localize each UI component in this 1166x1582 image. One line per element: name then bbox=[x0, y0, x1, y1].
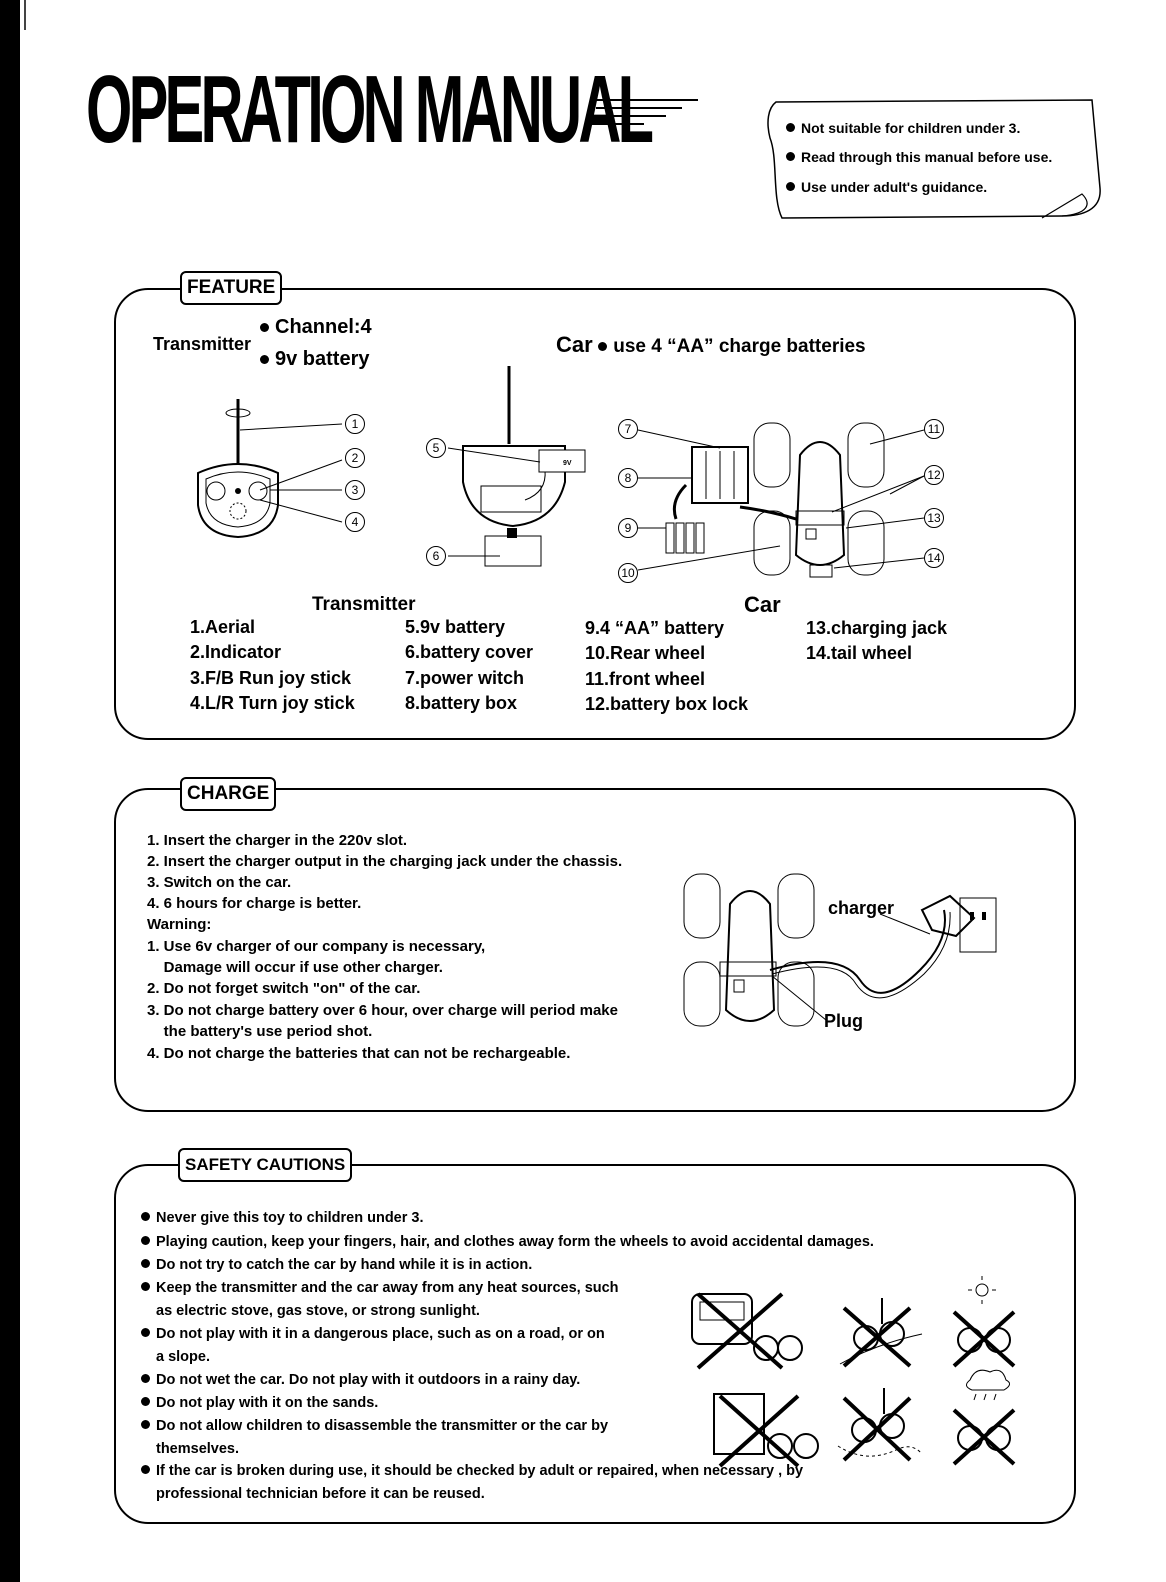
title-speed-lines-icon bbox=[592, 96, 702, 136]
notice-line-2: Read through this manual before use. bbox=[786, 149, 1052, 165]
charger-label: charger bbox=[828, 898, 895, 918]
legend-item-11: 11.front wheel bbox=[585, 669, 706, 689]
callout-1: 1 bbox=[345, 414, 365, 434]
callout-14: 14 bbox=[924, 548, 944, 568]
no-sunlight-icon bbox=[946, 1276, 1036, 1370]
safety-item-6: Do not wet the car. Do not play with it outdoors in a rainy day. bbox=[141, 1372, 580, 1388]
callout-6: 6 bbox=[426, 546, 446, 566]
callout-4: 4 bbox=[345, 512, 365, 532]
callout-10: 10 bbox=[618, 563, 638, 583]
no-sand-play-icon bbox=[836, 1384, 926, 1468]
callout-3: 3 bbox=[345, 480, 365, 500]
legend-heading-car: Car bbox=[744, 592, 781, 617]
legend-heading-transmitter: Transmitter bbox=[312, 594, 416, 615]
charge-warning-1: 1. Use 6v charger of our company is necessary, bbox=[147, 938, 486, 955]
charge-warning-2: 2. Do not forget switch "on" of the car. bbox=[147, 980, 421, 997]
charge-warning-heading: Warning: bbox=[147, 916, 212, 933]
safety-item-3: Do not try to catch the car by hand while it is in action. bbox=[141, 1257, 532, 1273]
legend-item-9: 9.4 “AA” battery bbox=[585, 618, 725, 638]
safety-item-4-cont: as electric stove, gas stove, or strong sunlight. bbox=[156, 1303, 480, 1319]
page-title: OPERATION MANUAL bbox=[86, 56, 651, 163]
charge-tag: CHARGE bbox=[180, 777, 276, 811]
safety-item-5: Do not play with it in a dangerous place, such as on a road, or on bbox=[141, 1326, 605, 1342]
charge-warning-3: 3. Do not charge battery over 6 hour, over charge will period make bbox=[147, 1002, 618, 1019]
legend-item-13: 13.charging jack bbox=[806, 618, 948, 638]
car-callout-lines bbox=[620, 420, 940, 580]
channel-spec: Channel:4 bbox=[260, 316, 372, 339]
charge-warning-4: 4. Do not charge the batteries that can not be rechargeable. bbox=[147, 1045, 571, 1062]
safety-item-8-cont: themselves. bbox=[156, 1441, 240, 1457]
safety-item-7: Do not play with it on the sands. bbox=[141, 1395, 378, 1411]
charge-warning-1b: Damage will occur if use other charger. bbox=[147, 959, 443, 976]
no-road-play-icon bbox=[686, 1284, 806, 1374]
callout-8: 8 bbox=[618, 468, 638, 488]
back-callout-lines bbox=[440, 440, 560, 580]
safety-item-9: If the car is broken during use, it should be checked by adult or repaired, when necessary , by bbox=[141, 1463, 803, 1479]
charge-line-3: 3. Switch on the car. bbox=[147, 874, 292, 891]
battery-9v-label: 9V bbox=[563, 460, 572, 467]
callout-2: 2 bbox=[345, 448, 365, 468]
no-heat-source-icon bbox=[706, 1386, 826, 1476]
battery-spec: 9v battery bbox=[260, 348, 370, 371]
safety-item-1: Never give this toy to children under 3. bbox=[141, 1210, 424, 1226]
safety-item-5-cont: a slope. bbox=[156, 1349, 210, 1365]
legend-item-10: 10.Rear wheel bbox=[585, 643, 706, 663]
safety-tag: SAFETY CAUTIONS bbox=[178, 1148, 352, 1182]
legend-item-1: 1.Aerial bbox=[190, 617, 256, 637]
legend-item-7: 7.power witch bbox=[405, 668, 525, 688]
safety-item-2: Playing caution, keep your fingers, hair, and clothes away form the wheels to avoid accidental damages. bbox=[141, 1234, 874, 1250]
safety-item-9-cont: professional technician before it can be reused. bbox=[156, 1486, 485, 1502]
callout-11: 11 bbox=[924, 419, 944, 439]
safety-item-4: Keep the transmitter and the car away from any heat sources, such bbox=[141, 1280, 619, 1296]
callout-13: 13 bbox=[924, 508, 944, 528]
callout-12: 12 bbox=[924, 465, 944, 485]
notice-line-1: Not suitable for children under 3. bbox=[786, 120, 1020, 136]
charge-line-4: 4. 6 hours for charge is better. bbox=[147, 895, 362, 912]
legend-item-4: 4.L/R Turn joy stick bbox=[190, 693, 355, 713]
callout-5: 5 bbox=[426, 438, 446, 458]
charge-line-1: 1. Insert the charger in the 220v slot. bbox=[147, 832, 408, 849]
plug-label: Plug bbox=[824, 1011, 863, 1031]
charge-line-2: 2. Insert the charger output in the charging jack under the chassis. bbox=[147, 853, 623, 870]
car-label: Car use 4 “AA” charge batteries bbox=[556, 332, 866, 357]
notice-line-3: Use under adult's guidance. bbox=[786, 179, 987, 195]
legend-item-8: 8.battery box bbox=[405, 693, 518, 713]
scan-edge-mark bbox=[24, 0, 26, 30]
charge-warning-3b: the battery's use period shot. bbox=[147, 1023, 373, 1040]
callout-9: 9 bbox=[618, 518, 638, 538]
legend-item-12: 12.battery box lock bbox=[585, 694, 749, 714]
feature-tag: FEATURE bbox=[180, 271, 282, 305]
legend-item-6: 6.battery cover bbox=[405, 642, 534, 662]
callout-7: 7 bbox=[618, 419, 638, 439]
legend-item-14: 14.tail wheel bbox=[806, 643, 913, 663]
no-slope-play-icon bbox=[836, 1294, 926, 1374]
legend-item-2: 2.Indicator bbox=[190, 642, 282, 662]
transmitter-label: Transmitter bbox=[153, 334, 252, 354]
legend-item-3: 3.F/B Run joy stick bbox=[190, 668, 352, 688]
safety-item-8: Do not allow children to disassemble the transmitter or the car by bbox=[141, 1418, 608, 1434]
scan-edge bbox=[0, 0, 20, 1582]
notice-box bbox=[762, 98, 1102, 224]
no-rain-play-icon bbox=[946, 1364, 1036, 1468]
transmitter-callout-lines bbox=[230, 420, 360, 530]
legend-item-5: 5.9v battery bbox=[405, 617, 506, 637]
